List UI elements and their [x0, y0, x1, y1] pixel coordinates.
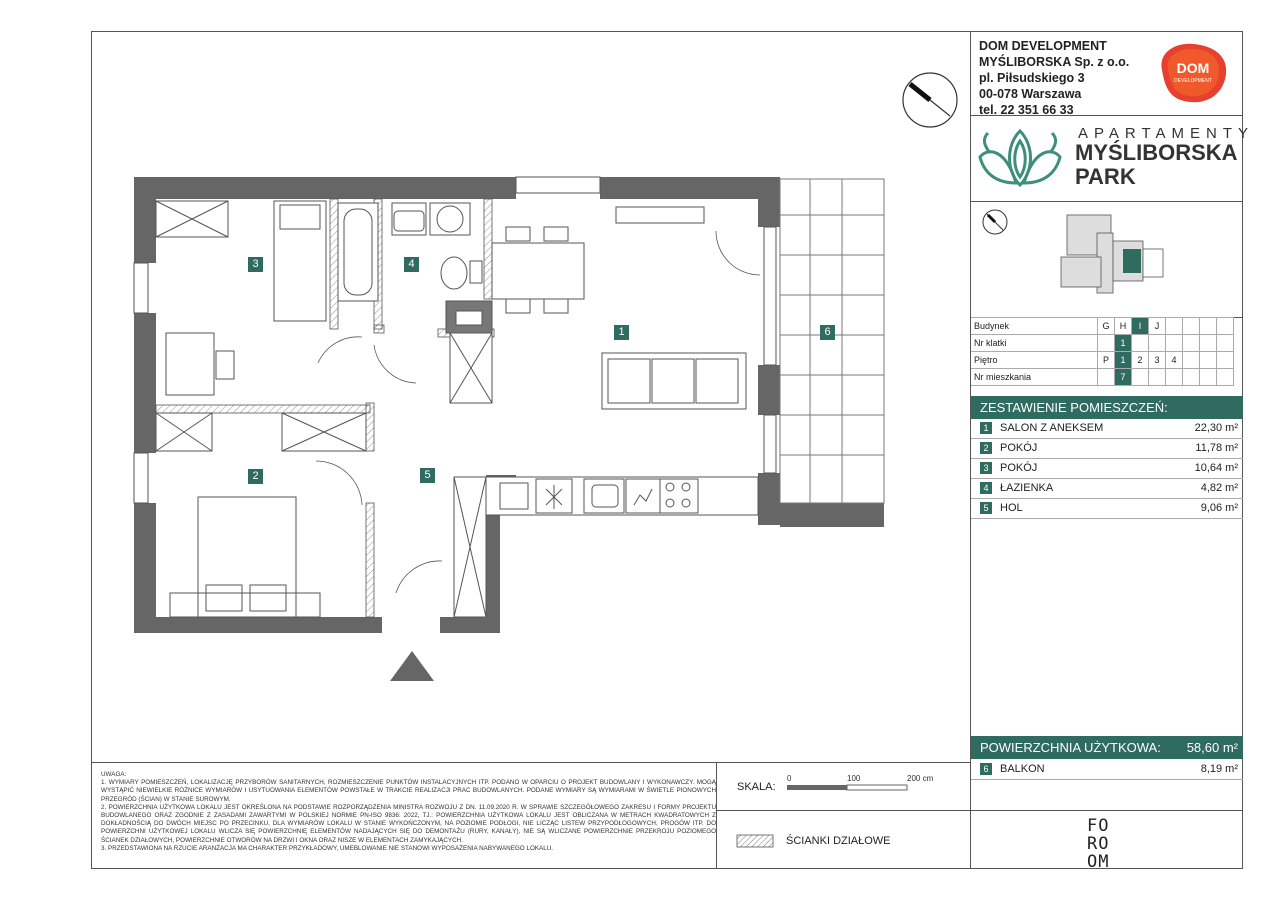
room-area: 4,82 m² [1200, 482, 1238, 494]
studio-logo [1087, 817, 1109, 871]
room-number: 1 [980, 422, 992, 434]
room-list [971, 419, 1243, 519]
note-2: 2. POWIERZCHNIA UŻYTKOWA LOKALU JEST OKREŚLONA NA PODSTAWIE ROZPORZĄDZENIA MINISTRA ROZWOJU Z DN. 11.09.2020 R. W SPRAWIE SZCZEGÓŁOWEGO ZAKRESU I FORMY PROJEKTU BUDOWLANEGO ORAZ ZGODNIE Z ZASADAMI ZAWARTYMI W POLSKIEJ NORMIE PN-ISO 9836: 2022, TJ.: POWIERZCHNIA UŻYTKOWA LOKALU JEST OBLICZANA W METRACH KWADRATOWYCH Z DOKŁADNOŚCIĄ DO DWÓCH MIEJSC PO PRZECINKU, DLA WYMIARÓW LOKALU W STANIE WYKOŃCZONYM, NA POZIOMIE PODŁOGI, NIE LICZĄC LISTEW PRZYPODŁOGOWYCH, PROGÓW ITP. DO POWIERZCHNI UŻYTKOWEJ LOKALU WLICZA SIĘ POWIERZCHNIĘ ELEMENTÓW NADAJĄCYCH SIĘ DO DEMONTAŻU (RURY, KANAŁY), NIE SĄ WLICZANE POWIERZCHNIE PRZEKROJU POZIOMEGO ŚCIANEK DZIAŁOWYCH, POWIERZCHNIE OTWORÓW NA DRZWI I OKNA ORAZ NISZE W ELEMENTACH ZAMYKAJĄCYCH. [101, 803, 716, 844]
room-area: 8,19 m² [1200, 763, 1238, 775]
spec-row-pietro [971, 352, 1234, 369]
room-number: 2 [980, 442, 992, 454]
company-street: pl. Piłsudskiego 3 [979, 71, 1085, 85]
spec-label: Budynek [971, 318, 1098, 335]
scale-tick-100: 100 [847, 774, 861, 783]
company-info [979, 38, 1129, 118]
total-area-label: POWIERZCHNIA UŻYTKOWA: [980, 740, 1161, 755]
studio-logo-line1: FO [1087, 816, 1110, 836]
room-name: SALON Z ANEKSEM [1000, 422, 1104, 434]
scale-bar [784, 773, 944, 795]
plan-room-label: 3 [248, 257, 263, 272]
compass-icon [900, 70, 960, 130]
apartment-spec-table [971, 317, 1234, 386]
spec-option: P [1098, 352, 1115, 369]
total-area-value: 58,60 m² [1186, 740, 1238, 755]
room-row [971, 439, 1243, 459]
hatch-legend-swatch [736, 834, 774, 848]
rooms-header [971, 396, 1243, 419]
spec-row-klatka [971, 335, 1234, 352]
rooms-header-label: ZESTAWIENIE POMIESZCZEŃ: [980, 400, 1168, 415]
footer-divider [91, 762, 971, 763]
room-name: BALKON [1000, 763, 1045, 775]
spec-option-selected: I [1132, 318, 1149, 335]
note-3: 3. PRZEDSTAWIONA NA RZUCIE ARANŻACJA MA CHARAKTER PRZYKŁADOWY, UMEBLOWANIE NIE STANOWI WYPOSAŻENIA NABYWANEGO LOKALU. [101, 844, 554, 852]
project-title-main [1075, 141, 1238, 189]
legend-divider [716, 762, 717, 869]
company-city: 00-078 Warszawa [979, 87, 1082, 101]
legend-label: ŚCIANKI DZIAŁOWE [786, 835, 891, 847]
project-divider [970, 201, 1243, 202]
room-area: 22,30 m² [1194, 422, 1238, 434]
studio-divider [970, 810, 1243, 811]
room-number: 4 [980, 482, 992, 494]
spec-option: G [1098, 318, 1115, 335]
room-number: 6 [980, 763, 992, 775]
dom-development-logo [1152, 40, 1232, 106]
notes-title: UWAGA: [101, 771, 127, 778]
room-area: 11,78 m² [1195, 442, 1238, 454]
plan-room-label: 5 [420, 468, 435, 483]
room-row [971, 479, 1243, 499]
room-name: POKÓJ [1000, 442, 1038, 454]
scale-tick-0: 0 [787, 774, 792, 783]
company-name: DOM DEVELOPMENT [979, 39, 1107, 53]
note-1: 1. WYMIARY POMIESZCZEŃ, LOKALIZACJĘ PRZYBORÓW SANITARNYCH, ROZMIESZCZENIE PUNKTÓW INSTALACYJNYCH ITP. PODANO W OPARCIU O PROJEKT BUDOWLANY I WYKONAWCZY. MOGĄ WYSTĄPIĆ NIEWIELKIE RÓŻNICE WYMIARÓW I USYTUOWANIA ELEMENTÓW POWSTAŁE W TRAKCIE REALIZACJI PRAC BUDOWLANYCH. PODANE WYMIARY SĄ WYMIARAMI W ŚWIETLE PIONOWYCH PRZEGRÓD (ŚCIAN) W STANIE SUROWYM. [101, 779, 716, 803]
spec-option-selected: 1 [1115, 352, 1132, 369]
project-title-top: APARTAMENTY [1078, 125, 1255, 142]
compass-small-icon [981, 208, 1009, 236]
scale-label: SKALA: [737, 781, 776, 793]
project-title-line2: PARK [1075, 164, 1136, 189]
notes-block [101, 771, 716, 853]
spec-option: H [1115, 318, 1132, 335]
total-area-bar [971, 736, 1243, 759]
spec-row-budynek [971, 318, 1234, 335]
project-title-line1: MYŚLIBORSKA [1075, 140, 1238, 165]
room-name: HOL [1000, 502, 1023, 514]
balcony-row [971, 760, 1243, 780]
spec-label: Nr klatki [971, 335, 1098, 352]
spec-row-mieszkanie [971, 369, 1234, 386]
studio-logo-line3: OM [1087, 852, 1110, 872]
plan-room-label: 6 [820, 325, 835, 340]
room-number: 3 [980, 462, 992, 474]
studio-logo-line2: RO [1087, 834, 1110, 854]
legend-hline [716, 810, 970, 811]
svg-text:DOM: DOM [1176, 60, 1210, 76]
spec-label: Piętro [971, 352, 1098, 369]
company-legal-name: MYŚLIBORSKA Sp. z o.o. [979, 55, 1130, 69]
floor-plan [120, 165, 900, 685]
plan-room-label: 1 [614, 325, 629, 340]
leaf-logo-icon [976, 127, 1064, 193]
spec-option: J [1149, 318, 1166, 335]
room-number: 5 [980, 502, 992, 514]
room-row [971, 419, 1243, 439]
room-area: 9,06 m² [1200, 502, 1238, 514]
svg-text:DEVELOPMENT: DEVELOPMENT [1174, 78, 1212, 84]
spec-option: 3 [1149, 352, 1166, 369]
building-key-plan [1057, 211, 1169, 303]
room-name: POKÓJ [1000, 462, 1038, 474]
plan-room-label: 2 [248, 469, 263, 484]
spec-option: 2 [1132, 352, 1149, 369]
company-phone: tel. 22 351 66 33 [979, 103, 1074, 117]
spec-label: Nr mieszkania [971, 369, 1098, 386]
room-row [971, 499, 1243, 519]
plan-room-label: 4 [404, 257, 419, 272]
spec-value: 7 [1115, 369, 1132, 386]
scale-tick-200: 200 cm [907, 774, 934, 783]
room-row [971, 459, 1243, 479]
spec-option: 4 [1166, 352, 1183, 369]
spec-value: 1 [1115, 335, 1132, 352]
room-name: ŁAZIENKA [1000, 482, 1054, 494]
room-area: 10,64 m² [1194, 462, 1238, 474]
